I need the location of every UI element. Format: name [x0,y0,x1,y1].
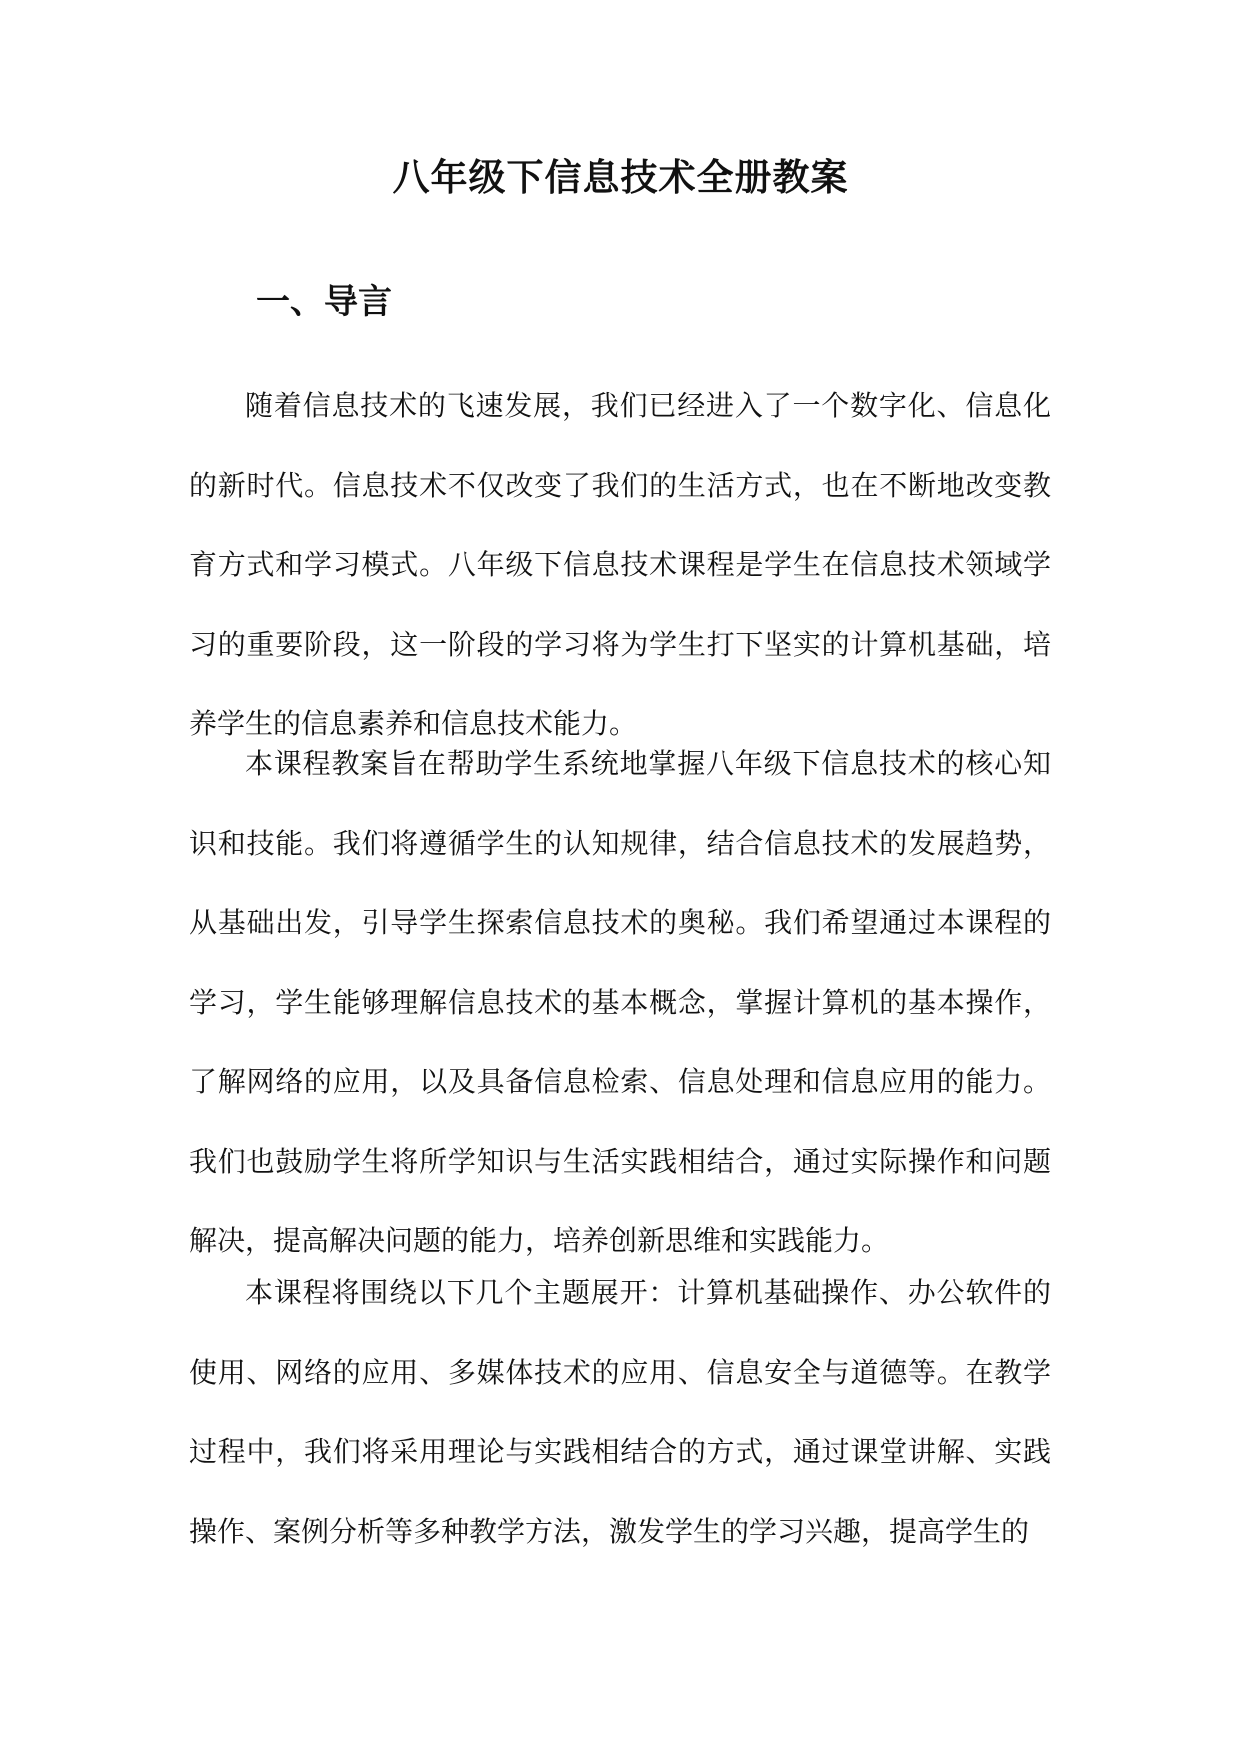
document-title: 八年级下信息技术全册教案 [392,155,849,199]
section-heading: 一、导言 [256,282,392,322]
paragraph-2: 本课程教案旨在帮助学生系统地掌握八年级下信息技术的核心知识和技能。我们将遵循学生的认知规律，结合信息技术的发展趋势，从基础出发，引导学生探索信息技术的奥秘。我们希望通过本课程的学习，学生能够理解信息技术的基本概念，掌握计算机的基本操作，了解网络的应用，以及具备信息检索、信息处理和信息应用的能力。我们也鼓励学生将所学知识与生活实践相结合，通过实际操作和问题解决，提高解决问题的能力，培养创新思维和实践能力。 [189,747,1051,1257]
paragraph-1: 随着信息技术的飞速发展，我们已经进入了一个数字化、信息化的新时代。信息技术不仅改变了我们的生活方式，也在不断地改变教育方式和学习模式。八年级下信息技术课程是学生在信息技术领域学习的重要阶段，这一阶段的学习将为学生打下坚实的计算机基础，培养学生的信息素养和信息技术能力。 [189,389,1051,740]
paragraph-3: 本课程将围绕以下几个主题展开：计算机基础操作、办公软件的使用、网络的应用、多媒体技术的应用、信息安全与道德等。在教学过程中，我们将采用理论与实践相结合的方式，通过课堂讲解、实践操作、案例分析等多种教学方法，激发学生的学习兴趣，提高学生的 [189,1276,1051,1548]
